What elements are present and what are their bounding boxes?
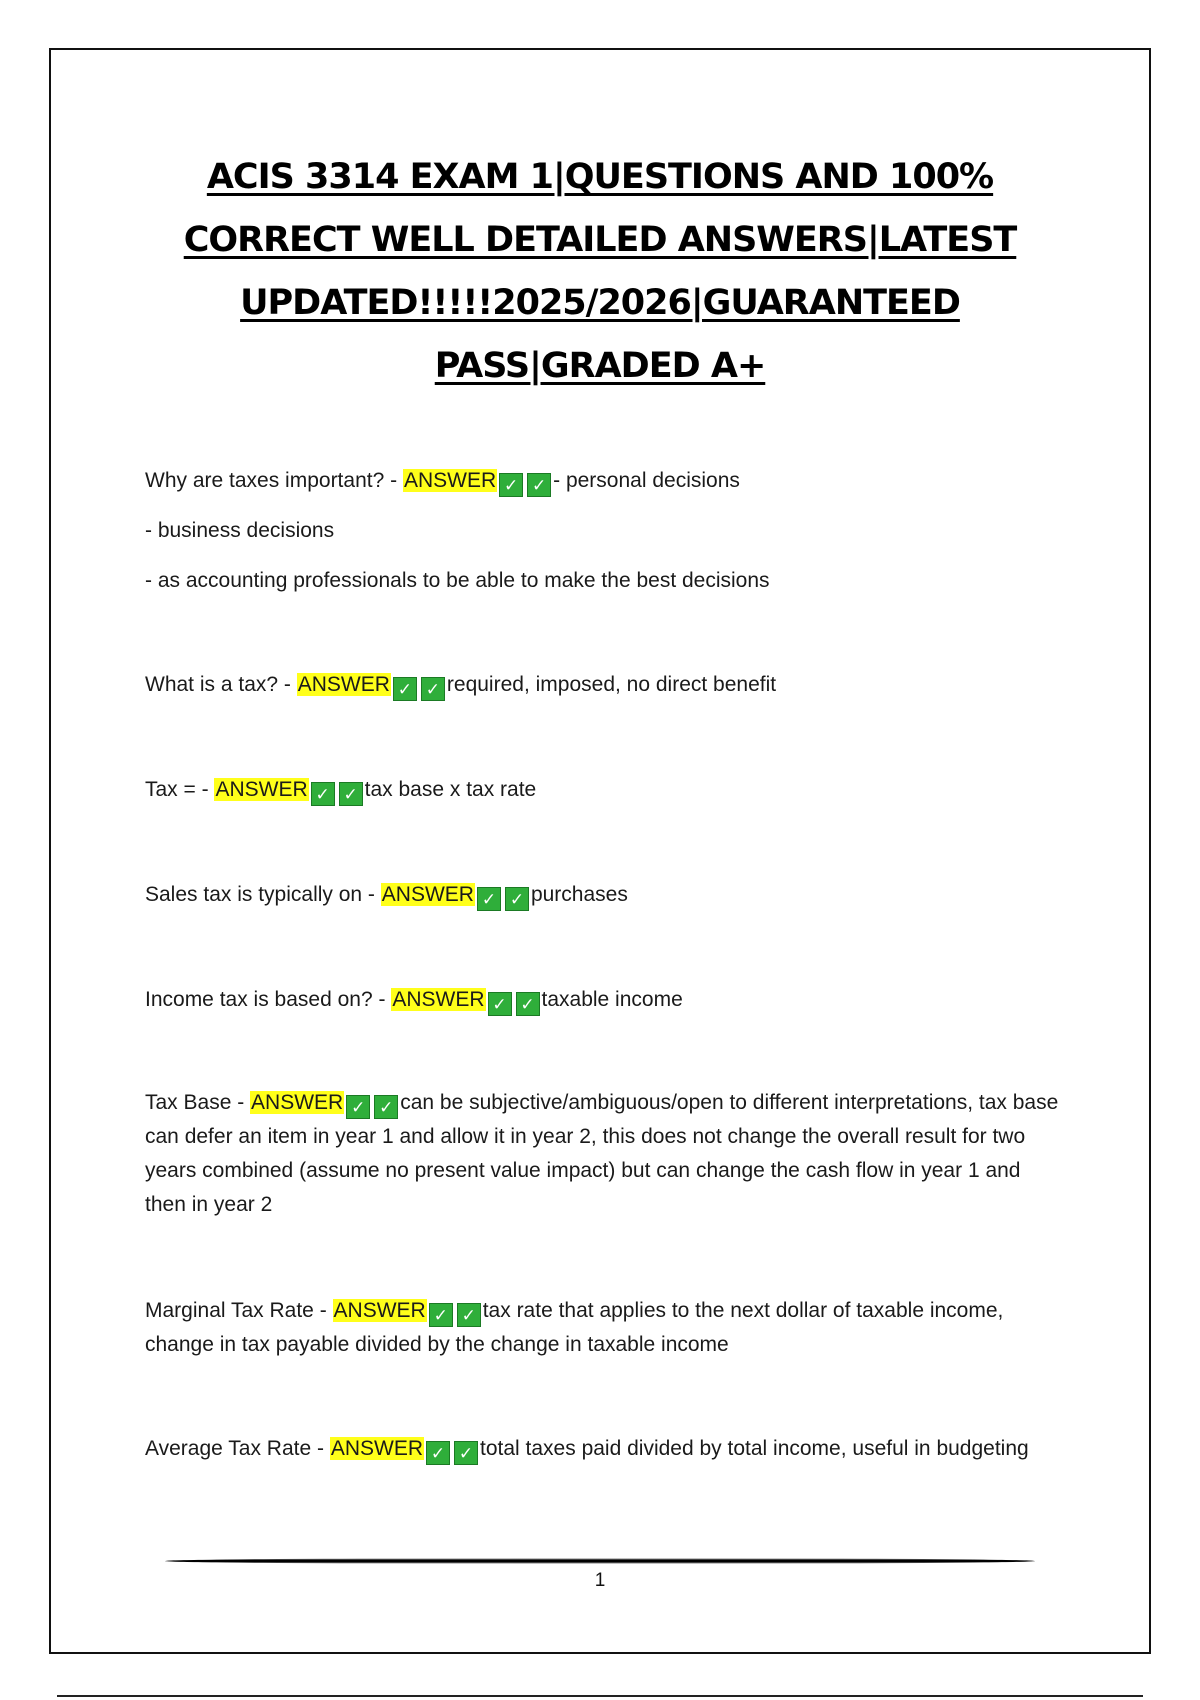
check-mark-icon: ✓ [393, 677, 417, 701]
question-text: Average Tax Rate - [145, 1437, 330, 1460]
check-mark-icon: ✓ [488, 992, 512, 1016]
check-mark-icon: ✓ [311, 782, 335, 806]
check-mark-icon: ✓ [477, 887, 501, 911]
qa-first-line [145, 1432, 1065, 1466]
qa-first-line [145, 1294, 1065, 1362]
answer-text: tax base x tax rate [364, 778, 537, 801]
answer-label: ANSWER [381, 883, 474, 906]
document-title [0, 146, 1200, 398]
footer-divider [165, 1558, 1035, 1564]
next-page-edge [57, 1695, 1143, 1697]
check-mark-icon: ✓ [374, 1095, 398, 1119]
page-number: 1 [594, 1570, 606, 1591]
qa-first-line [145, 773, 1065, 807]
qa-item-marginal-tax-rate [145, 1294, 1065, 1362]
answer-text: - business decisions [145, 519, 335, 542]
check-mark-icon: ✓ [421, 677, 445, 701]
title-line-1: ACIS 3314 EXAM 1|QUESTIONS AND 100% [206, 157, 994, 197]
answer-text: taxable income [541, 988, 683, 1011]
answer-label: ANSWER [330, 1437, 424, 1460]
qa-first-line [145, 983, 1065, 1017]
answer-text: can be subjective/ambiguous/open to different interpretations, tax base can defer an item in year 1 and allow it in year 2, this does not change the overall result for two years combined (assume no present value impact) but can change the cash flow in year 1 and then in year 2 [145, 1091, 1059, 1216]
title-line-2: CORRECT WELL DETAILED ANSWERS|LATEST [183, 220, 1017, 260]
qa-item-average-tax-rate [145, 1432, 1065, 1466]
answer-label: ANSWER [215, 778, 308, 801]
check-mark-icon: ✓ [516, 992, 540, 1016]
answer-text: tax rate that applies to the next dollar of taxable income, change in tax payable divided by the change in taxable income [145, 1299, 1004, 1356]
check-mark-icon: ✓ [527, 473, 551, 497]
qa-item-tax-base [145, 1086, 1065, 1222]
qa-first-line [145, 668, 1065, 702]
title-line-4: PASS|GRADED A+ [434, 346, 766, 386]
answer-label: ANSWER [297, 673, 390, 696]
check-mark-icon: ✓ [457, 1303, 481, 1327]
question-text: Marginal Tax Rate - [145, 1299, 333, 1322]
check-mark-icon: ✓ [499, 473, 523, 497]
question-text: What is a tax? - [145, 673, 297, 696]
answer-label: ANSWER [403, 469, 497, 492]
check-mark-icon: ✓ [505, 887, 529, 911]
qa-item-sales-tax [145, 878, 1065, 912]
question-text: Income tax is based on? - [145, 988, 392, 1011]
answer-text: required, imposed, no direct benefit [446, 673, 777, 696]
qa-item-income-tax [145, 983, 1065, 1017]
check-mark-icon: ✓ [346, 1095, 370, 1119]
qa-item-what-is-tax [145, 668, 1065, 702]
answer-text: - as accounting professionals to be able to make the best decisions [145, 569, 770, 592]
answer-text: total taxes paid divided by total income, useful in budgeting [480, 1437, 1029, 1460]
title-line-3: UPDATED!!!!!2025/2026|GUARANTEED [240, 283, 960, 323]
question-text: Tax = - [145, 778, 215, 801]
question-text: Why are taxes important? - [145, 469, 403, 492]
qa-first-line [145, 1086, 1065, 1222]
qa-first-line [145, 464, 1065, 498]
question-text: Sales tax is typically on - [145, 883, 381, 906]
question-text: Tax Base - [145, 1091, 251, 1114]
qa-first-line [145, 878, 1065, 912]
qa-item-tax-formula [145, 773, 1065, 807]
check-mark-icon: ✓ [426, 1441, 450, 1465]
check-mark-icon: ✓ [429, 1303, 453, 1327]
answer-text: purchases [530, 883, 628, 906]
qa-item-taxes-important [145, 464, 1065, 598]
check-mark-icon: ✓ [339, 782, 363, 806]
answer-label: ANSWER [333, 1299, 426, 1322]
answer-text: - personal decisions [553, 469, 740, 492]
answer-label: ANSWER [392, 988, 485, 1011]
check-mark-icon: ✓ [454, 1441, 478, 1465]
answer-label: ANSWER [251, 1091, 344, 1114]
